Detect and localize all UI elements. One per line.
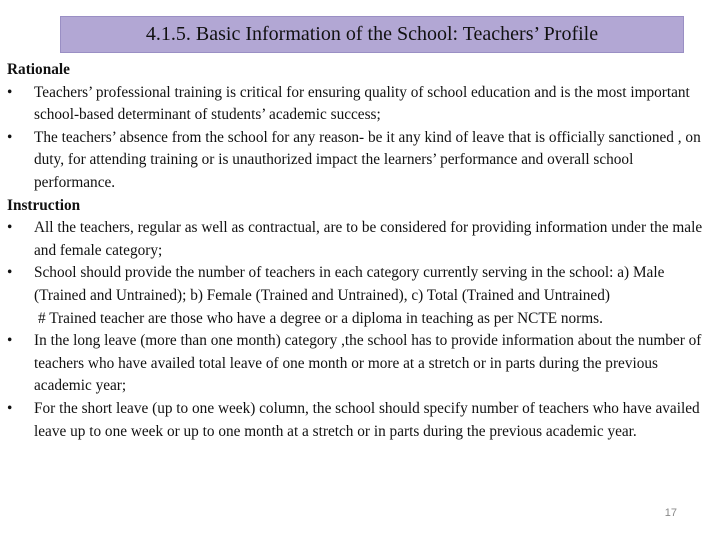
bullet-icon: • — [7, 128, 13, 146]
bullet-text: All the teachers, regular as well as contractual, are to be considered for providing information under the male and female category; — [34, 219, 703, 259]
page-number: 17 — [664, 507, 677, 519]
instruction-bullet-2 — [7, 262, 717, 307]
bullet-icon: • — [7, 264, 13, 282]
trained-teacher-note: # Trained teacher are those who have a degree or a diploma in teaching as per NCTE norms. — [38, 309, 603, 327]
instruction-heading: Instruction — [7, 196, 81, 214]
slide-body — [7, 59, 717, 443]
bullet-icon: • — [7, 332, 13, 350]
instruction-bullet-1 — [7, 217, 717, 262]
title-banner — [60, 16, 684, 53]
bullet-text: Teachers’ professional training is critical for ensuring quality of school education and is the most important school-based determinant of students’ academic success; — [34, 83, 690, 124]
rationale-bullet-2 — [7, 127, 717, 195]
bullet-text: In the long leave (more than one month) category ,the school has to provide information about the number of teachers who have availed total leave of one month or more at a stretch or in parts during the previous academic year; — [34, 332, 702, 395]
page-title: 4.1.5. Basic Information of the School: Teachers’ Profile — [145, 23, 599, 45]
rationale-bullet-1 — [7, 82, 717, 127]
instruction-bullet-3 — [7, 330, 717, 398]
bullet-icon: • — [7, 83, 13, 101]
instruction-bullet-4 — [7, 398, 717, 443]
rationale-heading: Rationale — [7, 61, 70, 78]
bullet-text: School should provide the number of teachers in each category currently serving in the school: a) Male (Trained and Untrained); b) Female (Trained and Untrained), c) Total (Trained and Untrained) — [34, 264, 665, 304]
bullet-icon: • — [7, 399, 13, 417]
bullet-text: For the short leave (up to one week) column, the school should specify number of teachers who have availed leave up to one week or up to one month at a stretch or in parts during the previous academic year. — [34, 399, 700, 440]
bullet-icon: • — [7, 219, 13, 237]
bullet-text: The teachers’ absence from the school for any reason- be it any kind of leave that is officially sanctioned , on duty, for attending training or is unauthorized impact the learners’ performance and overall school performance. — [34, 128, 701, 191]
